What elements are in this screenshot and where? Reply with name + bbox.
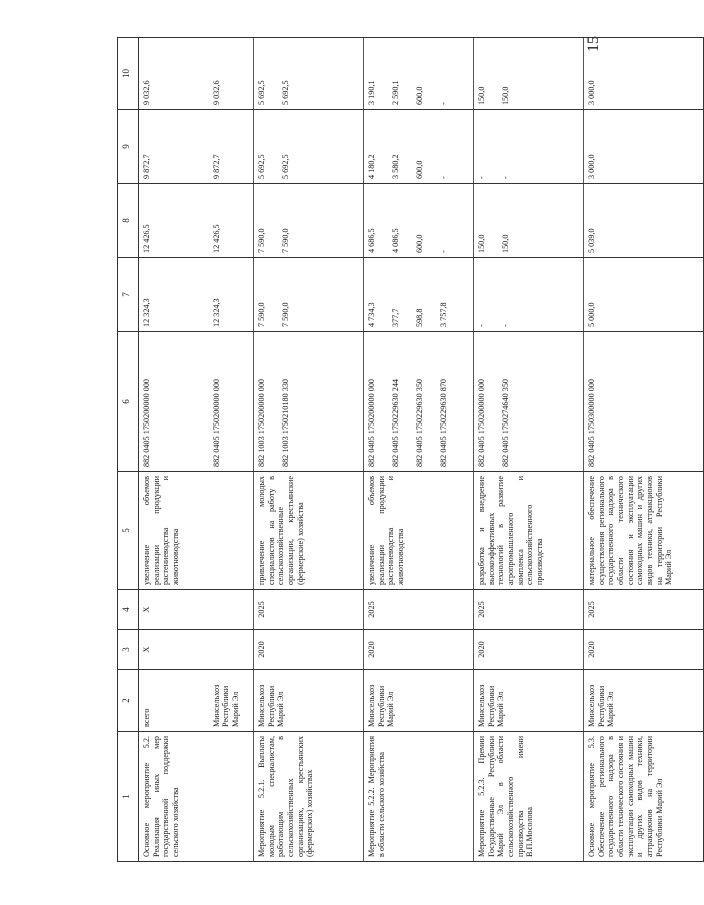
header-cell: 6	[118, 332, 139, 472]
budget-code	[254, 332, 364, 472]
amount-col8-line: 4 686,5	[367, 228, 376, 253]
amount-col10-line: 3 000,0	[587, 80, 596, 105]
executor: Минсельхоз Республики Марий Эл	[254, 670, 364, 732]
amount-col9-line: 3 580,2	[391, 154, 400, 179]
amount-col8	[254, 184, 364, 258]
amount-col8	[139, 184, 209, 258]
table-row	[209, 38, 254, 862]
amount-col8	[584, 184, 704, 258]
amount-col9-line: 600,0	[415, 160, 424, 179]
amount-col10-line: 3 190,1	[367, 80, 376, 105]
expected-result: материальное обеспечение осуществления регионального государственного надзора в области технического состояния и эксплуатации самоходных машин и других видов техники, аттракционов на территории Республики Марий Эл	[584, 472, 704, 590]
budget-code-line: 882 0405 1750200000 000	[211, 378, 221, 467]
table-row	[139, 38, 209, 862]
table-row	[584, 38, 704, 862]
budget-code-line: 882 1003 1750200000 000	[257, 378, 266, 467]
amount-col8	[209, 184, 254, 258]
amount-col10	[209, 38, 254, 110]
header-cell: 3	[118, 630, 139, 670]
amount-col8-line: 5 039,0	[587, 228, 596, 253]
amount-col9-line: -	[439, 176, 448, 179]
budget-code	[209, 332, 254, 472]
amount-col7	[364, 258, 474, 332]
header-cell: 5	[118, 472, 139, 590]
executor: Минсельхоз Республики Марий Эл	[584, 670, 704, 732]
amount-col8-line: 12 426,5	[142, 224, 151, 253]
header-cell: 7	[118, 258, 139, 332]
start-year: 2020	[584, 630, 704, 670]
amount-col9-line: 5 692,5	[257, 154, 266, 179]
table-body	[139, 38, 704, 862]
budget-code-line: 882 0405 1750229630 870	[439, 378, 448, 467]
amount-col8-line: 7 590,0	[281, 228, 290, 253]
end-year: 2025	[364, 590, 474, 630]
budget-code-line: 882 0405 1750200000 000	[142, 378, 151, 467]
end-year: 2025	[474, 590, 584, 630]
start-year: 2020	[364, 630, 474, 670]
amount-col7-line: 377,7	[391, 308, 400, 327]
amount-col7-line: -	[501, 324, 510, 327]
budget-code	[584, 332, 704, 472]
amount-col7-line: -	[477, 324, 486, 327]
header-row	[118, 38, 139, 862]
amount-col7-line: 4 734,3	[367, 302, 376, 327]
amount-col7	[474, 258, 584, 332]
budget-code	[139, 332, 209, 472]
budget-code	[364, 332, 474, 472]
start-year	[209, 630, 254, 670]
end-year: 2025	[584, 590, 704, 630]
start-year: 2020	[254, 630, 364, 670]
amount-col10-line: 9 032,6	[142, 80, 151, 105]
amount-col9	[209, 110, 254, 184]
header-cell: 9	[118, 110, 139, 184]
budget-code-line: 882 0405 1750200000 000	[477, 378, 486, 467]
budget-code-line: 882 0405 1750300000 000	[587, 378, 596, 467]
measure-name: Основное мероприятие 5.3. Обеспечение регионального государственного надзора в области технического состояния и эксплуатации самоходных машин и других видов техники, аттракционов на территории Республики Марий Эл	[584, 732, 704, 862]
executor: Минсельхоз Республики Марий Эл	[474, 670, 584, 732]
expected-result: привлечение молодых специалистов на работу в сельскохозяйственные организации, крестьянские (фермерские) хозяйства	[254, 472, 364, 590]
amount-col9-line: 9 872,7	[142, 154, 151, 179]
amount-col7	[584, 258, 704, 332]
start-year: 2020	[474, 630, 584, 670]
amount-col10-line: 9 032,6	[211, 80, 221, 105]
amount-col10	[474, 38, 584, 110]
start-year: X	[139, 630, 209, 670]
amount-col10	[254, 38, 364, 110]
amount-col10	[139, 38, 209, 110]
table-row	[364, 38, 474, 862]
amount-col10-line: -	[439, 102, 448, 105]
amount-col10-line: 2 590,1	[391, 80, 400, 105]
amount-col7-line: 5 000,0	[587, 302, 596, 327]
amount-col7-line: 7 590,0	[257, 302, 266, 327]
amount-col8-line: 600,0	[415, 234, 424, 253]
amount-col8-line: 4 086,5	[391, 228, 400, 253]
amount-col8-line: 150,0	[501, 234, 510, 253]
amount-col10	[364, 38, 474, 110]
amount-col9-line: -	[477, 176, 486, 179]
amount-col7	[254, 258, 364, 332]
amount-col7	[139, 258, 209, 332]
budget-code-line: 882 0405 1750229630 350	[415, 378, 424, 467]
table-row	[474, 38, 584, 862]
budget-code	[474, 332, 584, 472]
amount-col7-line: 598,8	[415, 308, 424, 327]
amount-col8-line: -	[439, 250, 448, 253]
header-cell: 4	[118, 590, 139, 630]
executor: Минсельхоз Республики Марий Эл	[209, 670, 254, 732]
end-year: X	[139, 590, 209, 630]
header-cell: 1	[118, 732, 139, 862]
measure-name	[209, 732, 254, 862]
amount-col9	[474, 110, 584, 184]
amount-col8	[474, 184, 584, 258]
amount-col10-line: 5 692,5	[281, 80, 290, 105]
executor: всего	[139, 670, 209, 732]
end-year: 2025	[254, 590, 364, 630]
amount-col7	[209, 258, 254, 332]
header-cell: 10	[118, 38, 139, 110]
table-row	[254, 38, 364, 862]
expected-result	[209, 472, 254, 590]
rotated-page	[117, 38, 674, 862]
program-table	[117, 37, 704, 862]
end-year	[209, 590, 254, 630]
amount-col8	[364, 184, 474, 258]
amount-col10-line: 600,0	[415, 86, 424, 105]
amount-col10-line: 150,0	[501, 86, 510, 105]
amount-col9	[139, 110, 209, 184]
expected-result: разработка и внедрение высокоэффективных технологий в развитие агропромышленного комплекса и сельскохозяйственного производства	[474, 472, 584, 590]
amount-col8-line: 150,0	[477, 234, 486, 253]
budget-code-line: 882 1003 1750210180 330	[281, 378, 290, 467]
amount-col7-line: 7 590,0	[281, 302, 290, 327]
budget-code-line: 882 0405 1750229630 244	[391, 378, 400, 467]
amount-col8-line: 7 590,0	[257, 228, 266, 253]
page-number: 15	[585, 36, 602, 52]
amount-col7-line: 3 757,8	[439, 302, 448, 327]
amount-col9	[254, 110, 364, 184]
amount-col9-line: 5 692,5	[281, 154, 290, 179]
measure-name: Мероприятие 5.2.2. Мероприятия в области сельского хозяйства	[364, 732, 474, 862]
expected-result: увеличение объемов реализации продукции растениеводства и животноводства	[139, 472, 209, 590]
amount-col10	[584, 38, 704, 110]
budget-code-line: 882 0405 1750200000 000	[367, 378, 376, 467]
amount-col7-line: 12 324,3	[211, 298, 221, 327]
amount-col9-line: 4 180,2	[367, 154, 376, 179]
header-cell: 2	[118, 670, 139, 732]
amount-col10-line: 5 692,5	[257, 80, 266, 105]
amount-col9-line: 3 000,0	[587, 154, 596, 179]
expected-result: увеличение объемов реализации продукции растениеводства и животноводства	[364, 472, 474, 590]
amount-col9-line: 9 872,7	[211, 154, 221, 179]
measure-name: Мероприятие 5.2.1. Выплаты молодым специалистам, работающим в сельскохозяйственных организациях, крестьянских (фермерских) хозяйствах	[254, 732, 364, 862]
amount-col9	[364, 110, 474, 184]
header-cell: 8	[118, 184, 139, 258]
amount-col10-line: 150,0	[477, 86, 486, 105]
amount-col9	[584, 110, 704, 184]
budget-code-line: 882 0405 1750274640 350	[501, 378, 510, 467]
measure-name: Основное мероприятие 5.2. Реализация иных мер государственной поддержки сельского хозяйства	[139, 732, 209, 862]
measure-name: Мероприятие 5.2.3. Премии Государственные Республики Марий Эл в области сельскохозяйственного производства имени В.П.Мосолова	[474, 732, 584, 862]
amount-col7-line: 12 324,3	[142, 298, 151, 327]
executor: Минсельхоз Республики Марий Эл	[364, 670, 474, 732]
amount-col9-line: -	[501, 176, 510, 179]
amount-col8-line: 12 426,5	[211, 224, 221, 253]
